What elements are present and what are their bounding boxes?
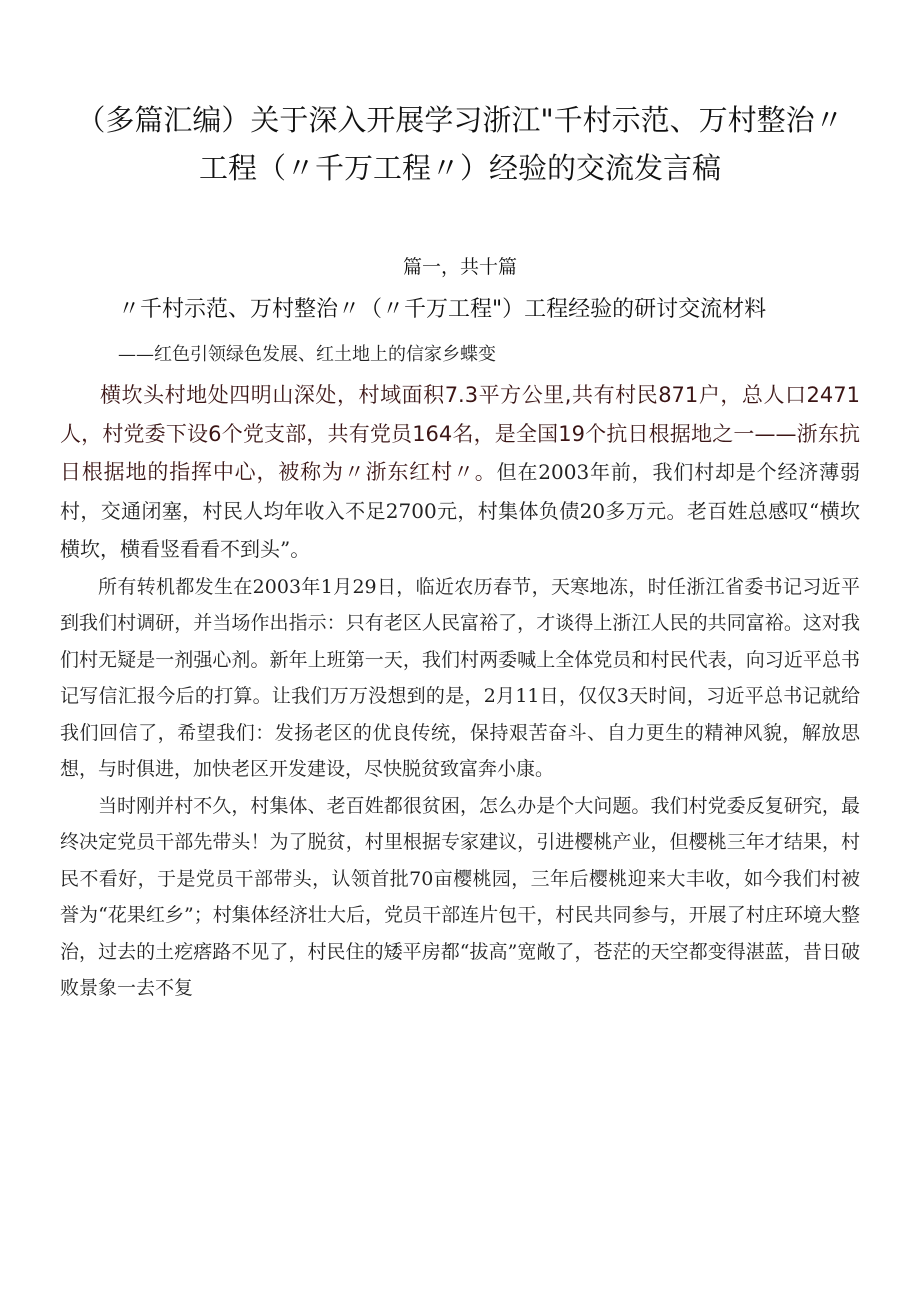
paragraph-2: 所有转机都发生在2003年1月29日，临近农历春节，天寒地冻，时任浙江省委书记习近平到我们村调研，并当场作出指示：只有老区人民富裕了，才谈得上浙江人民的共同富裕。这对我们村无疑是一剂强心剂。新年上班第一天，我们村两委喊上全体党员和村民代表，向习近平总书记写信汇报今后的打算。让我们万万没想到的是，2月11日，仅仅3天时间，习近平总书记就给我们回信了，希望我们：发扬老区的优良传统，保持艰苦奋斗、自力更生的精神风貌，解放思想，与时俱进，加快老区开发建设，尽快脱贫致富奔小康。 — [60, 575, 860, 780]
paragraph-1-rest: 但在2003年前，我们村却是个经济薄弱村，交通闭塞，村民人均年收入不足2700元，村集体负债20多万元。老百姓总感叹“横坎横坎，横看竖看看不到头”。 — [60, 460, 860, 561]
paragraph-1-highlight: 横坎头村地处四明山深处，村域面积7.3平方公里,共有村民871户，总人口2471人，村党委下设6个党支部，共有党员164名，是全国19个抗日根据地之一——浙东抗日根据地的指挥中心，被称为〃浙东红村〃。 — [60, 383, 860, 484]
body-text — [60, 376, 860, 1007]
paragraph-1 — [60, 376, 860, 569]
section-label: 篇一，共十篇 — [402, 256, 517, 278]
section-byline: ——红色引领绿色发展、红土地上的信家乡蝶变 — [118, 344, 496, 365]
section-subtitle: 〃千村示范、万村整治〃（〃千万工程"）工程经验的研讨交流材料 — [118, 297, 767, 322]
paragraph-3: 当时刚并村不久，村集体、老百姓都很贫困，怎么办是个大问题。我们村党委反复研究，最终决定党员干部先带头！为了脱贫，村里根据专家建议，引进樱桃产业，但樱桃三年才结果，村民不看好，于是党员干部带头，认领首批70亩樱桃园，三年后樱桃迎来大丰收，如今我们村被誉为“花果红乡”；村集体经济壮大后，党员干部连片包干，村民共同参与，开展了村庄环境大整治，过去的土疙瘩路不见了，村民住的矮平房都“拔高”宽敞了，苍茫的天空都变得湛蓝，昔日破败景象一去不复 — [60, 794, 860, 999]
document-title: （多篇汇编）关于深入开展学习浙江"千村示范、万村整治〃工程（〃千万工程〃）经验的交流发言稿 — [76, 103, 844, 185]
